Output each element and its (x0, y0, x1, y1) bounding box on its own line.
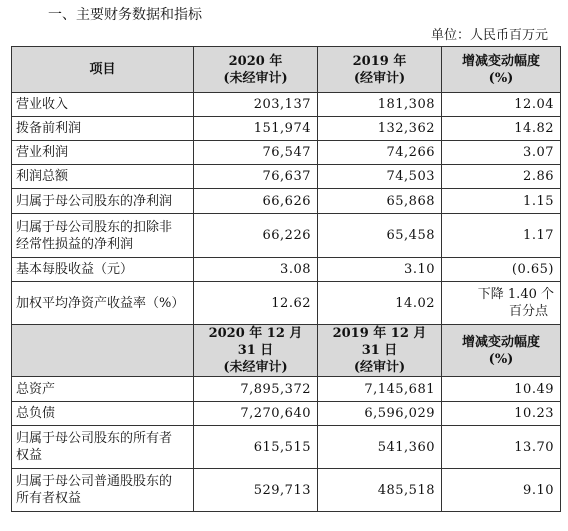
value-change: 2.86 (442, 165, 561, 189)
row-label-line1: 归属于母公司普通股股东的 (16, 474, 173, 489)
value-change: 10.23 (442, 402, 561, 426)
table-row (12, 469, 561, 512)
value-change: 12.04 (442, 93, 561, 117)
table-row (12, 165, 561, 189)
table-row (12, 282, 561, 325)
value-2019: 7,145,681 (318, 377, 442, 402)
header-2020-audit: (未经审计) (223, 70, 288, 86)
header-change-unit: (%) (488, 70, 514, 86)
row-label: 总负债 (12, 402, 194, 426)
row-label-line1: 归属于母公司股东的所有者 (16, 431, 173, 446)
value-change: 14.82 (442, 117, 561, 141)
header-2019-audit: (经审计) (353, 70, 406, 86)
value-2019: 65,458 (318, 214, 442, 258)
financial-data-table (11, 46, 561, 512)
value-2019: 6,596,029 (318, 402, 442, 426)
header-change-2-unit: (%) (488, 351, 514, 367)
header-2019-date-title: 2019 年 12 月 31 日 (332, 326, 427, 358)
header-change (442, 47, 561, 93)
table-row (12, 93, 561, 117)
row-label-line2: 权益 (16, 448, 43, 463)
value-2020: 66,626 (194, 189, 318, 214)
table-row (12, 117, 561, 141)
row-label (12, 469, 194, 512)
row-label: 营业利润 (12, 141, 194, 165)
value-2020: 76,547 (194, 141, 318, 165)
value-change: 1.15 (442, 189, 561, 214)
value-2019: 181,308 (318, 93, 442, 117)
value-change: 3.07 (442, 141, 561, 165)
value-change: (0.65) (442, 258, 561, 282)
value-2019: 74,503 (318, 165, 442, 189)
value-2020: 3.08 (194, 258, 318, 282)
row-label: 利润总额 (12, 165, 194, 189)
header-2020-date-audit: (未经审计) (223, 360, 288, 375)
table-row (12, 258, 561, 282)
section-title: 一、主要财务数据和指标 (48, 7, 202, 23)
row-label: 拨备前利润 (12, 117, 194, 141)
value-change: 13.70 (442, 426, 561, 469)
value-2020: 7,895,372 (194, 377, 318, 402)
value-2019: 541,360 (318, 426, 442, 469)
value-2020: 66,226 (194, 214, 318, 258)
value-2020: 76,637 (194, 165, 318, 189)
table-row (12, 189, 561, 214)
value-2020: 7,270,640 (194, 402, 318, 426)
value-change: 9.10 (442, 469, 561, 512)
value-2020: 151,974 (194, 117, 318, 141)
value-2019: 485,518 (318, 469, 442, 512)
value-change: 10.49 (442, 377, 561, 402)
table-row (12, 377, 561, 402)
value-2019: 65,868 (318, 189, 442, 214)
row-label: 归属于母公司股东的净利润 (12, 189, 194, 214)
header-change-2-title: 增减变动幅度 (461, 334, 540, 350)
header-2019 (318, 47, 442, 93)
unit-label: 单位：人民币百万元 (430, 28, 548, 43)
header-item: 项目 (12, 47, 194, 93)
header-2020-date-title: 2020 年 12 月 31 日 (208, 326, 303, 358)
value-change: 1.17 (442, 214, 561, 258)
header-change-2 (442, 325, 561, 377)
row-label (12, 214, 194, 258)
row-label: 基本每股收益（元） (12, 258, 194, 282)
row-label-line2: 所有者权益 (16, 491, 82, 506)
value-2019: 3.10 (318, 258, 442, 282)
value-2019: 14.02 (318, 282, 442, 325)
value-2020: 529,713 (194, 469, 318, 512)
row-label-line2: 经常性损益的净利润 (16, 236, 134, 252)
header-2019-date-audit: (经审计) (353, 360, 406, 375)
table-header-row (12, 325, 561, 377)
row-label: 加权平均净资产收益率（%） (12, 282, 194, 325)
row-label (12, 426, 194, 469)
row-label: 营业收入 (12, 93, 194, 117)
value-change-line2: 百分点 (508, 304, 548, 319)
header-2020-year: 2020 年 (228, 53, 283, 69)
value-2020: 615,515 (194, 426, 318, 469)
value-change (442, 282, 561, 325)
value-2020: 12.62 (194, 282, 318, 325)
header-2020 (194, 47, 318, 93)
table-header-row (12, 47, 561, 93)
value-2020: 203,137 (194, 93, 318, 117)
table-row (12, 402, 561, 426)
row-label: 总资产 (12, 377, 194, 402)
header-2019-year: 2019 年 (352, 53, 407, 69)
value-2019: 132,362 (318, 117, 442, 141)
header-2020-date (194, 325, 318, 377)
header-change-title: 增减变动幅度 (461, 53, 540, 69)
header-empty (12, 325, 194, 377)
value-2019: 74,266 (318, 141, 442, 165)
table-row (12, 141, 561, 165)
row-label-line1: 归属于母公司股东的扣除非 (16, 219, 173, 235)
table-row (12, 426, 561, 469)
header-2019-date (318, 325, 442, 377)
table-row (12, 214, 561, 258)
value-change-line1: 下降 1.40 个 (477, 287, 554, 302)
